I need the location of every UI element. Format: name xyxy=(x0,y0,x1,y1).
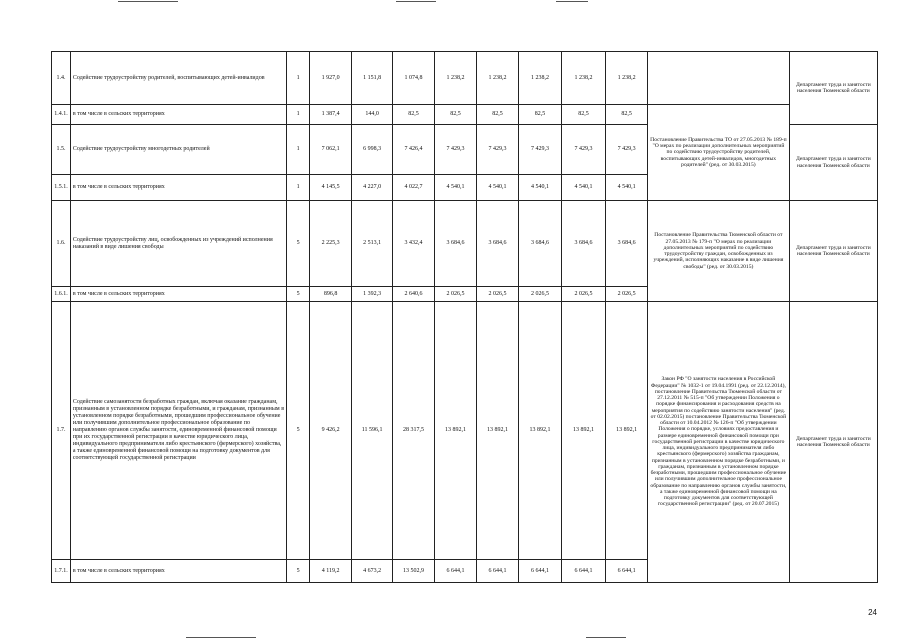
scan-edge-bottom-1 xyxy=(186,637,256,638)
row-value: 13 892,1 xyxy=(562,302,606,560)
row-value: 1 151,8 xyxy=(352,52,393,105)
row-value: 4 673,2 xyxy=(352,560,393,583)
row-value: 13 892,1 xyxy=(518,302,561,560)
row-value: 1 238,2 xyxy=(518,52,561,105)
row-col3: 1 xyxy=(287,105,310,125)
row-value: 9 426,2 xyxy=(310,302,352,560)
row-value: 1 238,2 xyxy=(435,52,477,105)
row-value: 4 540,1 xyxy=(435,175,477,201)
row-name: Содействие трудоустройству родителей, воспитывающих детей-инвалидов xyxy=(70,52,286,105)
responsible-org-cell: Департамент труда и занятости населения Тюменской области xyxy=(789,302,877,583)
row-value: 13 892,1 xyxy=(435,302,477,560)
row-name: в том числе в сельских территориях xyxy=(70,105,286,125)
row-col3: 1 xyxy=(287,125,310,175)
row-name: в том числе в сельских территориях xyxy=(70,560,286,583)
row-value: 2 640,6 xyxy=(393,287,435,302)
row-value: 82,5 xyxy=(606,105,648,125)
row-col3: 5 xyxy=(287,302,310,560)
responsible-org-cell: Департамент труда и занятости населения Тюменской области xyxy=(789,125,877,201)
row-value: 3 684,6 xyxy=(562,201,606,287)
row-value: 896,8 xyxy=(310,287,352,302)
row-code: 1.6. xyxy=(52,201,71,287)
row-value: 7 429,3 xyxy=(477,125,519,175)
row-value: 1 238,2 xyxy=(606,52,648,105)
row-col3: 5 xyxy=(287,287,310,302)
row-value: 82,5 xyxy=(562,105,606,125)
row-value: 11 596,1 xyxy=(352,302,393,560)
row-name: Содействие самозанятости безработных граждан, включая оказание гражданам, признанным в установленном порядке безработными, и гражданам, признанным в установленном порядке безработными, прошедшим профессиональное обучение или получившим дополнительное профессиональное образование по направлению органов службы занятости, единовременной финансовой помощи при их государственной регистрации в качестве юридического лица, индивидуального предпринимателя либо крестьянского (фермерского) хозяйства, а также единовременной финансовой помощи на подготовку документов для соответствующей государственной регистрации xyxy=(70,302,286,560)
table-row xyxy=(52,105,878,125)
table-row xyxy=(52,201,878,287)
row-value: 3 684,6 xyxy=(606,201,648,287)
row-value: 1 392,3 xyxy=(352,287,393,302)
row-value: 7 429,3 xyxy=(606,125,648,175)
row-code: 1.4.1. xyxy=(52,105,71,125)
scan-edge-top-1 xyxy=(118,1,178,2)
row-code: 1.5. xyxy=(52,125,71,175)
row-value: 4 022,7 xyxy=(393,175,435,201)
table-row xyxy=(52,302,878,560)
row-name: в том числе в сельских территориях xyxy=(70,287,286,302)
scan-edge-top-3 xyxy=(556,1,588,2)
row-value: 7 426,4 xyxy=(393,125,435,175)
row-value: 2 026,5 xyxy=(435,287,477,302)
row-value: 3 684,6 xyxy=(435,201,477,287)
scan-edge-bottom-2 xyxy=(586,637,626,638)
row-value: 4 540,1 xyxy=(562,175,606,201)
row-value: 6 644,1 xyxy=(435,560,477,583)
row-code: 1.5.1. xyxy=(52,175,71,201)
row-value: 1 927,0 xyxy=(310,52,352,105)
row-value: 1 238,2 xyxy=(477,52,519,105)
legal-basis-cell xyxy=(648,52,790,105)
row-value: 3 432,4 xyxy=(393,201,435,287)
row-code: 1.7. xyxy=(52,302,71,560)
responsible-org-cell: Департамент труда и занятости населения Тюменской области xyxy=(789,52,877,125)
row-value: 28 317,5 xyxy=(393,302,435,560)
row-value: 4 119,2 xyxy=(310,560,352,583)
row-value: 1 387,4 xyxy=(310,105,352,125)
row-value: 7 429,3 xyxy=(435,125,477,175)
row-name: Содействие трудоустройству лиц, освобожденных из учреждений исполнения наказаний в виде лишения свободы xyxy=(70,201,286,287)
row-value: 144,0 xyxy=(352,105,393,125)
legal-basis-cell: Закон РФ "О занятости населения в Российской Федерации" № 1032-1 от 19.04.1991 (ред. от 22.12.2014), постановление Правительства Тюменской области от 27.12.2011 № 515-п "Об утверждении Положения о порядке финансирования и расходования средств на мероприятия по содействию занятости населения" (ред. от 02.02.2015) постановление Правительства Тюменской области от 10.04.2012 № 126-п "Об утверждении Положения о порядке, условиях предоставления и размере единовременной финансовой помощи при государственной регистрации в качестве юридического лица, индивидуального предпринимателя либо крестьянского (фермерского) хозяйства гражданам, признанным в установленном порядке безработными, и гражданам, признанным в установленном порядке безработными, прошедшим профессиональное обучение или получившим дополнительное профессиональное образование по направлению органов службы занятости, а также единовременной финансовой помощи на подготовку документов для соответствующей государственной регистрации" (ред. от 20.07.2015) xyxy=(648,302,790,583)
row-value: 4 227,0 xyxy=(352,175,393,201)
row-code: 1.6.1. xyxy=(52,287,71,302)
row-value: 2 026,5 xyxy=(606,287,648,302)
table-row xyxy=(52,52,878,105)
row-code: 1.7.1. xyxy=(52,560,71,583)
row-value: 3 684,6 xyxy=(477,201,519,287)
row-value: 6 644,1 xyxy=(518,560,561,583)
row-value: 82,5 xyxy=(435,105,477,125)
program-table xyxy=(51,51,878,583)
scan-edge-top-2 xyxy=(396,1,436,2)
row-value: 1 074,8 xyxy=(393,52,435,105)
row-value: 4 540,1 xyxy=(606,175,648,201)
row-value: 13 892,1 xyxy=(606,302,648,560)
row-value: 6 998,3 xyxy=(352,125,393,175)
row-value: 2 026,5 xyxy=(477,287,519,302)
row-value: 2 026,5 xyxy=(562,287,606,302)
row-value: 7 429,3 xyxy=(562,125,606,175)
legal-basis-cell: Постановление Правительства ТО от 27.05.2013 № 189-п "О мерах по реализации дополнительных мероприятий по содействию трудоустройству родителей, воспитывающих детей-инвалидов, многодетных родителей" (ред. от 30.03.2015) xyxy=(648,105,790,201)
row-value: 2 026,5 xyxy=(518,287,561,302)
row-code: 1.4. xyxy=(52,52,71,105)
row-value: 6 644,1 xyxy=(562,560,606,583)
row-value: 3 684,6 xyxy=(518,201,561,287)
responsible-org-cell: Департамент труда и занятости населения Тюменской области xyxy=(789,201,877,302)
row-value: 2 225,3 xyxy=(310,201,352,287)
row-value: 82,5 xyxy=(477,105,519,125)
row-col3: 5 xyxy=(287,201,310,287)
row-value: 2 513,1 xyxy=(352,201,393,287)
row-name: Содействие трудоустройству многодетных родителей xyxy=(70,125,286,175)
row-value: 4 145,5 xyxy=(310,175,352,201)
row-value: 82,5 xyxy=(518,105,561,125)
legal-basis-cell: Постановление Правительства Тюменской области от 27.05.2013 № 179-п "О мерах по реализации дополнительных мероприятий по содействию трудоустройству граждан, освобожденных из учреждений, исполняющих наказание в виде лишения свободы" (ред. от 30.03.2015) xyxy=(648,201,790,302)
row-value: 4 540,1 xyxy=(518,175,561,201)
row-value: 82,5 xyxy=(393,105,435,125)
row-value: 6 644,1 xyxy=(606,560,648,583)
row-col3: 1 xyxy=(287,175,310,201)
row-col3: 5 xyxy=(287,560,310,583)
row-value: 6 644,1 xyxy=(477,560,519,583)
row-name: в том числе в сельских территориях xyxy=(70,175,286,201)
row-value: 7 429,3 xyxy=(518,125,561,175)
row-value: 13 502,9 xyxy=(393,560,435,583)
row-value: 13 892,1 xyxy=(477,302,519,560)
row-value: 4 540,1 xyxy=(477,175,519,201)
row-value: 7 062,1 xyxy=(310,125,352,175)
page-number: 24 xyxy=(868,608,877,617)
row-value: 1 238,2 xyxy=(562,52,606,105)
row-col3: 1 xyxy=(287,52,310,105)
